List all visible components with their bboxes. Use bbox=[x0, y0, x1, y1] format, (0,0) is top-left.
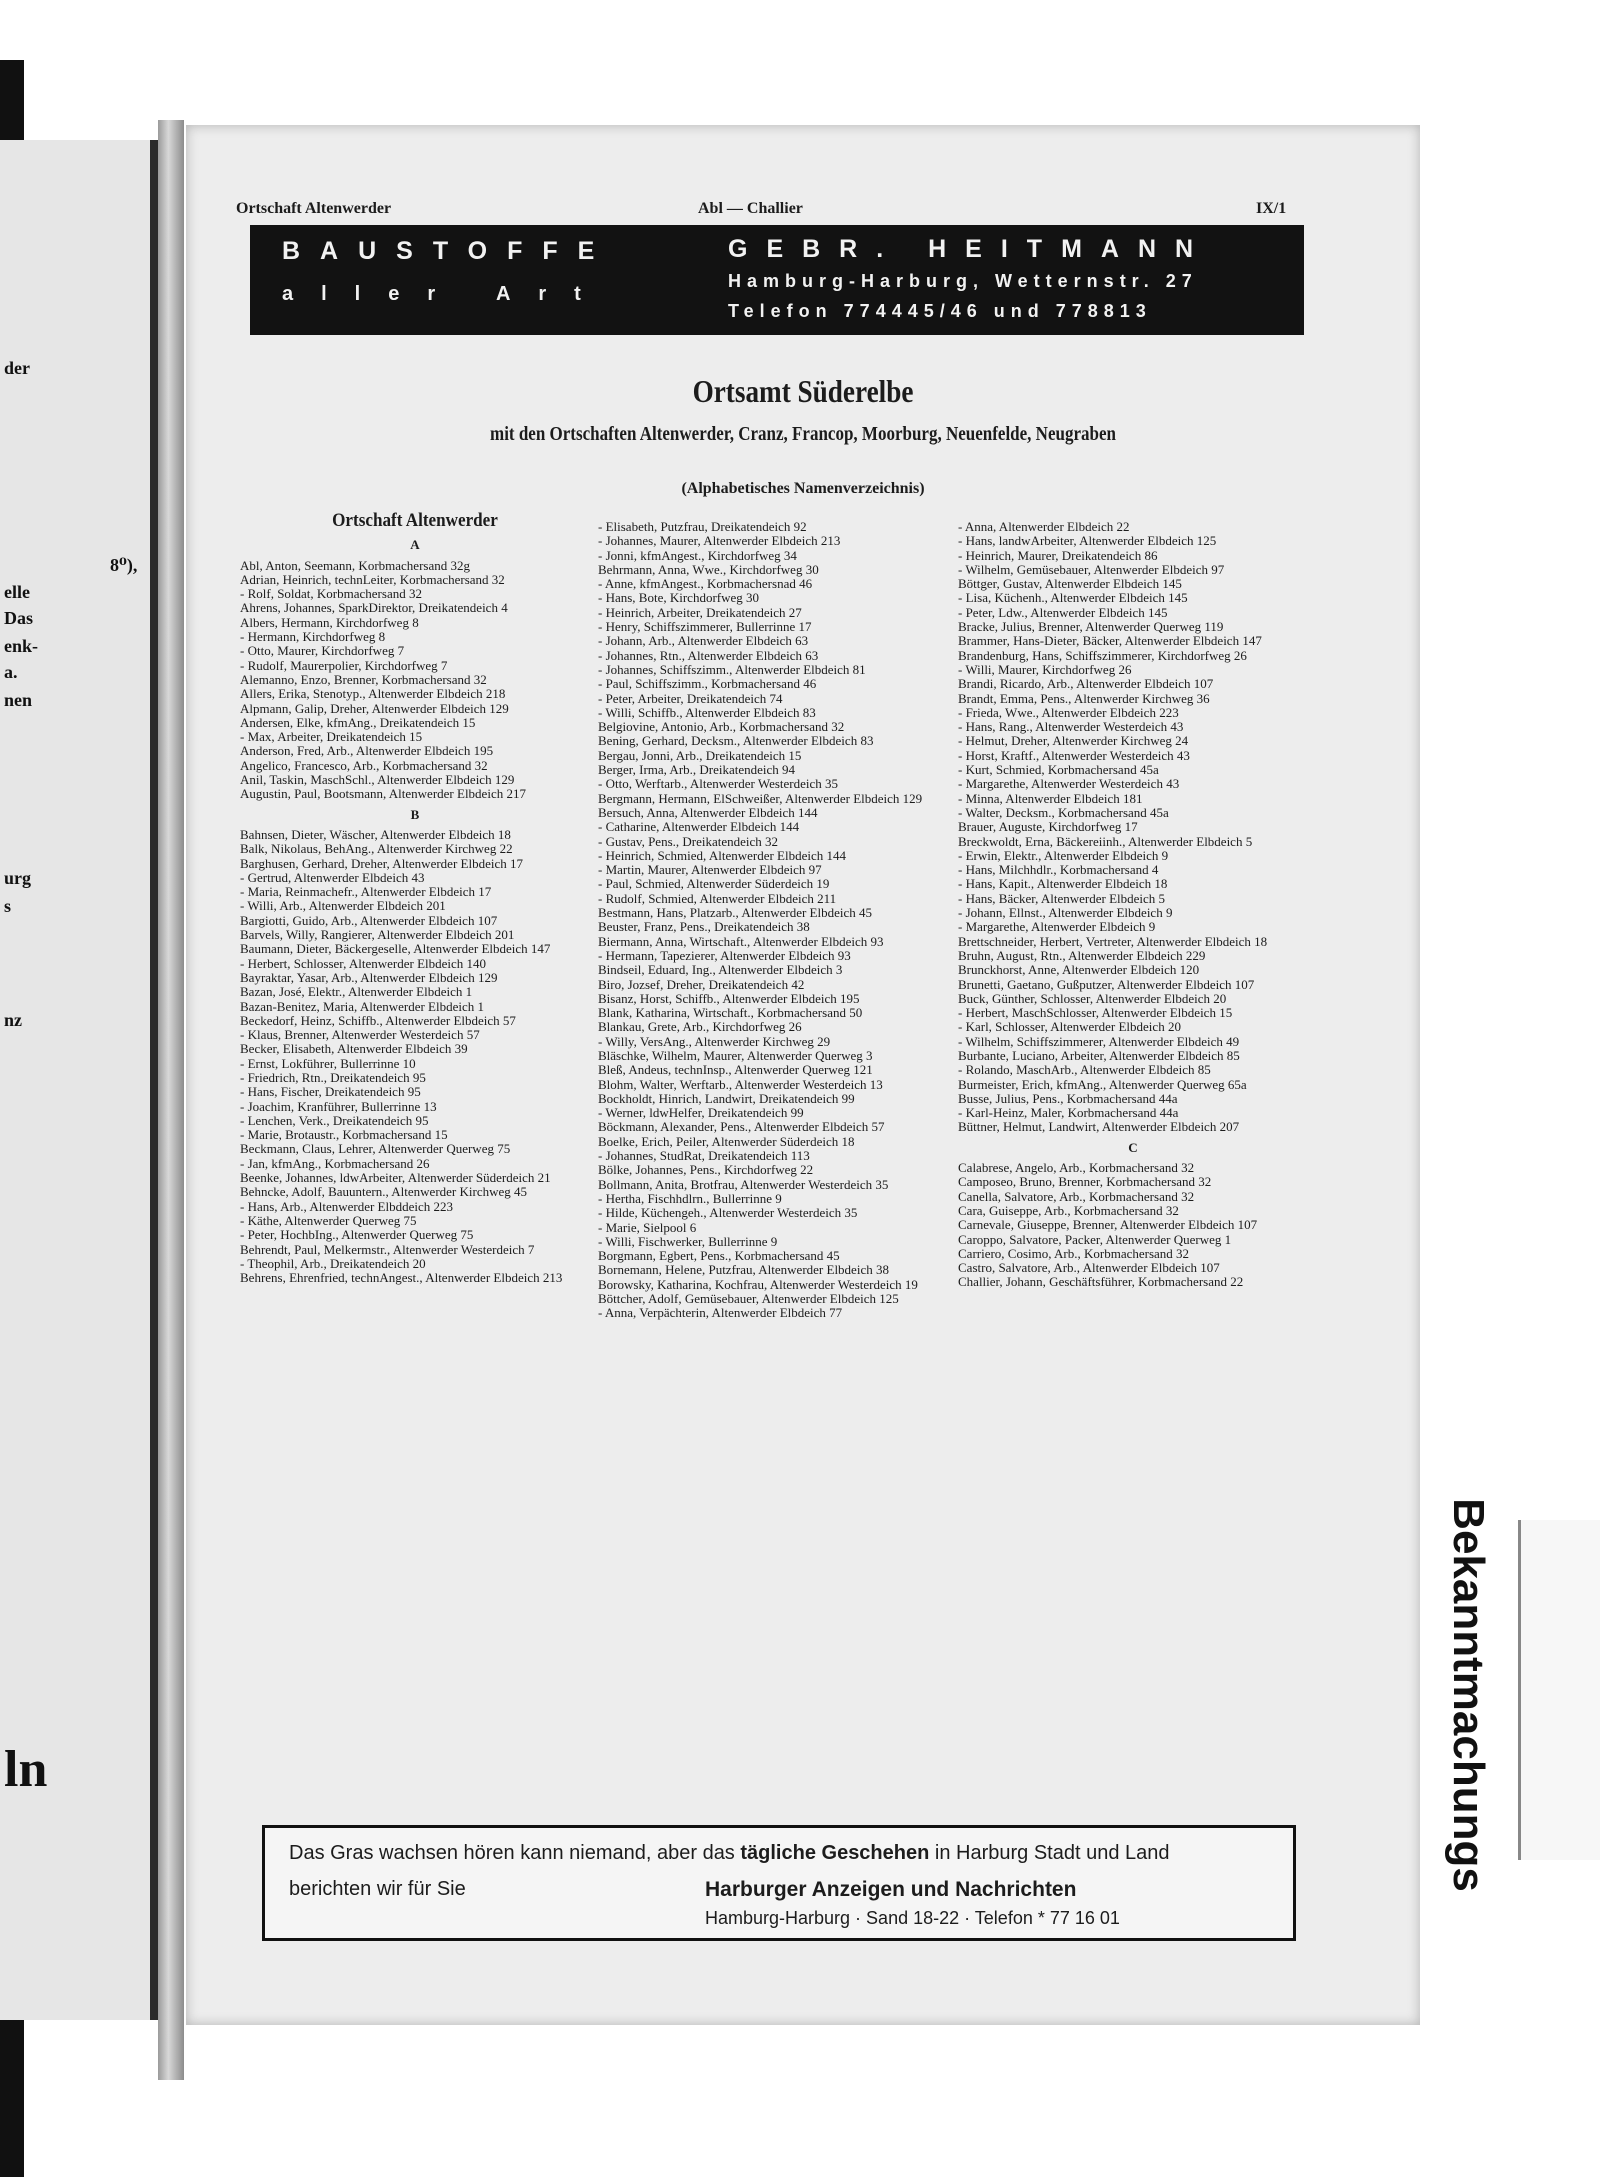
directory-entry: Behrendt, Paul, Melkermstr., Altenwerder Westerdeich 7 bbox=[240, 1241, 535, 1257]
directory-caption: (Alphabetisches Namenverzeichnis) bbox=[681, 480, 925, 497]
directory-entry: - Johannes, Schiffszimm., Altenwerder Elbdeich 81 bbox=[598, 661, 866, 677]
banner-left-line2: aller Art bbox=[282, 283, 609, 305]
left-fragment: a. bbox=[4, 662, 18, 682]
ad-line1-post: in Harburg Stadt und Land bbox=[929, 1842, 1170, 1864]
directory-entry: - Anna, Verpächterin, Altenwerder Elbdeich 77 bbox=[598, 1305, 843, 1321]
ad-address: Hamburg-Harburg · Sand 18-22 · Telefon * 77 16 01 bbox=[705, 1908, 1120, 1928]
directory-entry: Cara, Guiseppe, Arb., Korbmachersand 32 bbox=[958, 1202, 1179, 1218]
directory-entry: Canella, Salvatore, Arb., Korbmachersand 32 bbox=[958, 1188, 1195, 1204]
directory-entry: - Rudolf, Maurerpolier, Kirchdorfweg 7 bbox=[240, 657, 448, 673]
directory-entry: Bahnsen, Dieter, Wäscher, Altenwerder Elbdeich 18 bbox=[240, 826, 511, 842]
directory-entry: Becker, Elisabeth, Altenwerder Elbdeich 39 bbox=[240, 1041, 468, 1057]
directory-entry: - Walter, Decksm., Korbmachersand 45a bbox=[958, 804, 1169, 820]
directory-entry: Boelke, Erich, Peiler, Altenwerder Süderdeich 18 bbox=[598, 1133, 855, 1149]
directory-entry: - Hans, Arb., Altenwerder Elbddeich 223 bbox=[240, 1198, 454, 1214]
directory-entry: - Hermann, Tapezierer, Altenwerder Elbdeich 93 bbox=[598, 947, 851, 963]
directory-entry: Bergmann, Hermann, ElSchweißer, Altenwerder Elbdeich 129 bbox=[598, 790, 923, 806]
directory-entry: Calabrese, Angelo, Arb., Korbmachersand 32 bbox=[958, 1160, 1195, 1176]
right-page-fragment bbox=[1444, 1498, 1600, 1892]
directory-entry: - Anne, kfmAngest., Korbmachersnad 46 bbox=[598, 576, 813, 592]
directory-entry: - Ernst, Lokführer, Bullerrinne 10 bbox=[240, 1055, 416, 1071]
directory-entry: - Willy, VersAng., Altenwerder Kirchweg 29 bbox=[598, 1033, 831, 1049]
directory-entry: - Friedrich, Rtn., Dreikatendeich 95 bbox=[240, 1069, 426, 1085]
directory-entry: - Heinrich, Maurer, Dreikatendeich 86 bbox=[958, 547, 1158, 563]
directory-entry: Biro, Jozsef, Dreher, Dreikatendeich 42 bbox=[598, 976, 805, 992]
left-fragment: der bbox=[4, 358, 30, 378]
directory-entry: - Horst, Kraftf., Altenwerder Westerdeich 43 bbox=[958, 747, 1190, 763]
directory-entry: - Werner, ldwHelfer, Dreikatendeich 99 bbox=[598, 1105, 804, 1121]
directory-entry: Brammer, Hans-Dieter, Bäcker, Altenwerder Elbdeich 147 bbox=[958, 633, 1262, 649]
page-subtitle: mit den Ortschaften Altenwerder, Cranz, Francop, Moorburg, Neuenfelde, Neugraben bbox=[490, 423, 1116, 445]
book-spine bbox=[158, 120, 184, 2080]
directory-entry: - Karl, Schlosser, Altenwerder Elbdeich 20 bbox=[958, 1019, 1181, 1035]
directory-entry: - Herbert, Schlosser, Altenwerder Elbdeich 140 bbox=[240, 955, 487, 971]
directory-entry: - Otto, Maurer, Kirchdorfweg 7 bbox=[240, 643, 405, 659]
ad-line1-bold: tägliche Geschehen bbox=[740, 1842, 930, 1864]
directory-entry: Busse, Julius, Pens., Korbmachersand 44a bbox=[958, 1090, 1178, 1106]
directory-entry: Bergau, Jonni, Arb., Dreikatendeich 15 bbox=[598, 747, 802, 763]
directory-entry: - Hans, Fischer, Dreikatendeich 95 bbox=[240, 1084, 421, 1100]
directory-entry: Bening, Gerhard, Decksm., Altenwerder Elbdeich 83 bbox=[598, 733, 874, 749]
directory-entry: - Peter, Ldw., Altenwerder Elbdeich 145 bbox=[958, 604, 1168, 620]
left-fragment: nz bbox=[4, 1010, 22, 1030]
directory-entry: - Hans, Bäcker, Altenwerder Elbdeich 5 bbox=[958, 890, 1166, 906]
directory-entry: - Otto, Werftarb., Altenwerder Westerdeich 35 bbox=[598, 776, 839, 792]
directory-entry: - Rolf, Soldat, Korbmachersand 32 bbox=[240, 586, 422, 602]
directory-entry: Beckedorf, Heinz, Schiffb., Altenwerder Elbdeich 57 bbox=[240, 1012, 516, 1028]
directory-entry: Anderson, Fred, Arb., Altenwerder Elbdeich 195 bbox=[240, 743, 494, 759]
directory-entry: Bracke, Julius, Brenner, Altenwerder Querweg 119 bbox=[958, 619, 1224, 635]
directory-entry: - Peter, Arbeiter, Dreikatendeich 74 bbox=[598, 690, 783, 706]
directory-entry: Balk, Nikolaus, BehAng., Altenwerder Kirchweg 22 bbox=[240, 841, 513, 857]
directory-entry: - Martin, Maurer, Altenwerder Elbdeich 97 bbox=[598, 862, 822, 878]
directory-entry: - Johann, Ellnst., Altenwerder Elbdeich 9 bbox=[958, 905, 1173, 921]
directory-entry: - Anna, Altenwerder Elbdeich 22 bbox=[958, 519, 1130, 534]
directory-entry: Bindseil, Eduard, Ing., Altenwerder Elbdeich 3 bbox=[598, 962, 843, 978]
directory-entry: Alpmann, Galip, Dreher, Altenwerder Elbdeich 129 bbox=[240, 700, 509, 716]
directory-entry: Bruhn, August, Rtn., Altenwerder Elbdeich 229 bbox=[958, 947, 1206, 963]
directory-entry: Carriero, Cosimo, Arb., Korbmachersand 32 bbox=[958, 1245, 1190, 1261]
directory-entry: - Jan, kfmAng., Korbmachersand 26 bbox=[240, 1155, 430, 1171]
left-fragment: 8⁰), bbox=[110, 555, 138, 575]
directory-entry: Blohm, Walter, Werftarb., Altenwerder Westerdeich 13 bbox=[598, 1076, 883, 1092]
directory-entry: Bläschke, Wilhelm, Maurer, Altenwerder Querweg 3 bbox=[598, 1047, 873, 1063]
directory-entry: - Margarethe, Altenwerder Elbdeich 9 bbox=[958, 919, 1156, 935]
directory-entry: - Lenchen, Verk., Dreikatendeich 95 bbox=[240, 1112, 429, 1128]
directory-entry: Böttcher, Adolf, Gemüsebauer, Altenwerder Elbdeich 125 bbox=[598, 1291, 899, 1307]
directory-entry: Bersuch, Anna, Altenwerder Elbdeich 144 bbox=[598, 804, 818, 820]
directory-entry: Barghusen, Gerhard, Dreher, Altenwerder Elbdeich 17 bbox=[240, 855, 523, 871]
directory-entry: Brauer, Auguste, Kirchdorfweg 17 bbox=[958, 819, 1138, 835]
directory-entry: Borgmann, Egbert, Pens., Korbmachersand 45 bbox=[598, 1248, 840, 1264]
left-fragment: ln bbox=[4, 1741, 48, 1798]
directory-entry: Breckwoldt, Erna, Bäckereiinh., Altenwerder Elbdeich 5 bbox=[958, 833, 1253, 849]
directory-entry: - Erwin, Elektr., Altenwerder Elbdeich 9 bbox=[958, 847, 1169, 863]
directory-entry: Beckmann, Claus, Lehrer, Altenwerder Querweg 75 bbox=[240, 1141, 511, 1157]
left-fragment: nen bbox=[4, 690, 33, 710]
section-letter: A bbox=[410, 537, 420, 553]
directory-entry: - Hans, Rang., Altenwerder Westerdeich 43 bbox=[958, 719, 1184, 735]
left-fragment: s bbox=[4, 896, 12, 916]
directory-entry: Albers, Hermann, Kirchdorfweg 8 bbox=[240, 614, 419, 630]
directory-entry: - Jonni, kfmAngest., Kirchdorfweg 34 bbox=[598, 547, 797, 563]
directory-entry: - Joachim, Kranführer, Bullerrinne 13 bbox=[240, 1098, 437, 1114]
directory-entry: - Hans, Milchhdlr., Korbmachersand 4 bbox=[958, 862, 1159, 878]
directory-entry: Bazan, José, Elektr., Altenwerder Elbdeich 1 bbox=[240, 984, 473, 1000]
directory-entry: Abl, Anton, Seemann, Korbmachersand 32g bbox=[240, 557, 470, 573]
directory-entry: - Catharine, Altenwerder Elbdeich 144 bbox=[598, 819, 800, 835]
directory-entry: - Gustav, Pens., Dreikatendeich 32 bbox=[598, 833, 779, 849]
left-fragment: enk- bbox=[4, 636, 39, 656]
directory-entry: Barvels, Willy, Rangierer, Altenwerder Elbdeich 201 bbox=[240, 927, 515, 943]
directory-entry: Baumann, Dieter, Bäckergeselle, Altenwerder Elbdeich 147 bbox=[240, 941, 551, 957]
directory-entry: Brandi, Ricardo, Arb., Altenwerder Elbdeich 107 bbox=[958, 676, 1214, 692]
document-page bbox=[186, 125, 1420, 2025]
directory-entry: - Johannes, Rtn., Altenwerder Elbdeich 63 bbox=[598, 647, 819, 663]
directory-entry: - Willi, Maurer, Kirchdorfweg 26 bbox=[958, 661, 1132, 677]
directory-entry: - Rudolf, Schmied, Altenwerder Elbdeich 211 bbox=[598, 890, 837, 906]
directory-entry: Brandt, Emma, Pens., Altenwerder Kirchweg 36 bbox=[958, 690, 1210, 706]
directory-entry: - Klaus, Brenner, Altenwerder Westerdeich 57 bbox=[240, 1027, 480, 1043]
directory-entry: - Karl-Heinz, Maler, Korbmachersand 44a bbox=[958, 1105, 1179, 1121]
newspaper-advertisement bbox=[262, 1825, 1296, 1941]
directory-entry: - Maria, Reinmachefr., Altenwerder Elbdeich 17 bbox=[240, 884, 492, 900]
directory-entry: Carnevale, Giuseppe, Brenner, Altenwerder Elbdeich 107 bbox=[958, 1217, 1258, 1233]
directory-entry: - Minna, Altenwerder Elbdeich 181 bbox=[958, 790, 1143, 806]
directory-entry: Behncke, Adolf, Bauuntern., Altenwerder Kirchweg 45 bbox=[240, 1184, 528, 1200]
directory-entry: Camposeo, Bruno, Brenner, Korbmachersand 32 bbox=[958, 1174, 1212, 1190]
directory-entry: Anil, Taskin, MaschSchl., Altenwerder Elbdeich 129 bbox=[240, 772, 515, 788]
directory-entry: Adrian, Heinrich, technLeiter, Korbmachersand 32 bbox=[240, 571, 505, 587]
directory-entry: Belgiovine, Antonio, Arb., Korbmachersand 32 bbox=[598, 719, 845, 735]
directory-entry: Behrmann, Anna, Wwe., Kirchdorfweg 30 bbox=[598, 561, 819, 577]
directory-entry: Bollmann, Anita, Brotfrau, Altenwerder Westerdeich 35 bbox=[598, 1176, 889, 1192]
page-number: IX/1 bbox=[1256, 200, 1287, 217]
directory-entry: - Kurt, Schmied, Korbmachersand 45a bbox=[958, 762, 1159, 778]
directory-entry: - Marie, Sielpool 6 bbox=[598, 1219, 697, 1235]
directory-entry: - Hans, Kapit., Altenwerder Elbdeich 18 bbox=[958, 876, 1168, 892]
left-fragment: Das bbox=[4, 608, 34, 628]
directory-entry: Alemanno, Enzo, Brenner, Korbmachersand 32 bbox=[240, 671, 487, 687]
directory-entry: - Heinrich, Arbeiter, Dreikatendeich 27 bbox=[598, 604, 802, 620]
directory-entry: Bargiotti, Guido, Arb., Altenwerder Elbdeich 107 bbox=[240, 912, 498, 928]
ad-line-2: berichten wir für Sie bbox=[289, 1878, 466, 1900]
banner-right-line1: GEBR. HEITMANN bbox=[728, 235, 1213, 263]
directory-entry: Bölke, Johannes, Pens., Kirchdorfweg 22 bbox=[598, 1162, 814, 1178]
directory-entry: - Hilde, Küchengeh., Altenwerder Westerdeich 35 bbox=[598, 1205, 858, 1221]
directory-entry: - Wilhelm, Gemüsebauer, Altenwerder Elbdeich 97 bbox=[958, 561, 1225, 577]
ad-paper-name: Harburger Anzeigen und Nachrichten bbox=[705, 1878, 1077, 1901]
directory-entry: Beenke, Johannes, ldwArbeiter, Altenwerder Süderdeich 21 bbox=[240, 1170, 551, 1186]
directory-column-3 bbox=[958, 520, 1308, 1290]
directory-entry: - Frieda, Wwe., Altenwerder Elbdeich 223 bbox=[958, 704, 1179, 720]
directory-entry: - Henry, Schiffszimmerer, Bullerrinne 17 bbox=[598, 619, 812, 635]
directory-entry: - Rolando, MaschArb., Altenwerder Elbdeich 85 bbox=[958, 1062, 1211, 1078]
directory-entry: Blank, Katharina, Wirtschaft., Korbmachersand 50 bbox=[598, 1005, 863, 1021]
advertisement-banner bbox=[250, 225, 1304, 335]
directory-entry: Borowsky, Katharina, Kochfrau, Altenwerder Westerdeich 19 bbox=[598, 1276, 918, 1292]
directory-entry: Behrens, Ehrenfried, technAngest., Altenwerder Elbdeich 213 bbox=[240, 1270, 563, 1286]
directory-entry: - Heinrich, Schmied, Altenwerder Elbdeich 144 bbox=[598, 847, 847, 863]
directory-entry: Brettschneider, Herbert, Vertreter, Altenwerder Elbdeich 18 bbox=[958, 933, 1268, 949]
directory-entry: Bockholdt, Hinrich, Landwirt, Dreikatendeich 99 bbox=[598, 1090, 855, 1106]
directory-entry: - Johannes, StudRat, Dreikatendeich 113 bbox=[598, 1148, 810, 1164]
directory-entry: - Paul, Schiffszimm., Korbmachersand 46 bbox=[598, 676, 817, 692]
directory-entry: Andersen, Elke, kfmAng., Dreikatendeich 15 bbox=[240, 714, 476, 730]
directory-entry: - Gertrud, Altenwerder Elbdeich 43 bbox=[240, 869, 425, 885]
directory-entry: - Hermann, Kirchdorfweg 8 bbox=[240, 629, 386, 645]
directory-entry: Burmeister, Erich, kfmAng., Altenwerder Querweg 65a bbox=[958, 1076, 1247, 1092]
directory-entry: Böttger, Gustav, Altenwerder Elbdeich 145 bbox=[958, 576, 1182, 592]
directory-entry: - Wilhelm, Schiffszimmerer, Altenwerder Elbdeich 49 bbox=[958, 1033, 1240, 1049]
directory-entry: - Willi, Arb., Altenwerder Elbdeich 201 bbox=[240, 898, 446, 914]
directory-entry: Allers, Erika, Stenotyp., Altenwerder Elbdeich 218 bbox=[240, 686, 506, 702]
banner-right-line3: Telefon 774445/46 und 778813 bbox=[728, 301, 1152, 321]
directory-entry: Challier, Johann, Geschäftsführer, Korbmachersand 22 bbox=[958, 1274, 1244, 1290]
directory-entry: - Johannes, Maurer, Altenwerder Elbdeich 213 bbox=[598, 533, 841, 549]
right-vertical-text: Bekanntmachungs bbox=[1444, 1498, 1494, 1892]
left-fragment: urg bbox=[4, 868, 31, 888]
directory-entry: Berger, Irma, Arb., Dreikatendeich 94 bbox=[598, 762, 796, 778]
directory-entry: - Peter, HochbIng., Altenwerder Querweg 75 bbox=[240, 1227, 474, 1243]
directory-entry: Buck, Günther, Schlosser, Altenwerder Elbdeich 20 bbox=[958, 990, 1227, 1006]
directory-entry: Büttner, Helmut, Landwirt, Altenwerder Elbdeich 207 bbox=[958, 1119, 1240, 1135]
section-letter: B bbox=[410, 806, 420, 822]
directory-entry: Bazan-Benitez, Maria, Altenwerder Elbdeich 1 bbox=[240, 998, 485, 1014]
ad-line1-pre: Das Gras wachsen hören kann niemand, aber das bbox=[289, 1842, 741, 1864]
ad-line-1 bbox=[289, 1842, 1170, 1865]
directory-entry: Angelico, Francesco, Arb., Korbmachersand 32 bbox=[240, 757, 488, 773]
section-letter: C bbox=[1128, 1139, 1138, 1155]
page-title: Ortsamt Süderelbe bbox=[692, 373, 914, 409]
directory-entry: Caroppo, Salvatore, Packer, Altenwerder Querweg 1 bbox=[958, 1231, 1232, 1247]
directory-column-2 bbox=[598, 520, 948, 1321]
directory-entry: - Theophil, Arb., Dreikatendeich 20 bbox=[240, 1255, 426, 1271]
directory-entry: - Helmut, Dreher, Altenwerder Kirchweg 24 bbox=[958, 733, 1189, 749]
directory-entry: - Hans, Bote, Kirchdorfweg 30 bbox=[598, 590, 760, 606]
directory-entry: Augustin, Paul, Bootsmann, Altenwerder Elbdeich 217 bbox=[240, 786, 526, 802]
directory-entry: - Käthe, Altenwerder Querweg 75 bbox=[240, 1212, 417, 1228]
directory-entry: - Herbert, MaschSchlosser, Altenwerder Elbdeich 15 bbox=[958, 1005, 1233, 1021]
directory-entry: - Lisa, Küchenh., Altenwerder Elbdeich 145 bbox=[958, 590, 1188, 606]
directory-entry: - Margarethe, Altenwerder Westerdeich 43 bbox=[958, 776, 1180, 792]
directory-entry: Bleß, Andeus, technInsp., Altenwerder Querweg 121 bbox=[598, 1062, 873, 1078]
directory-entry: - Hans, landwArbeiter, Altenwerder Elbdeich 125 bbox=[958, 533, 1217, 549]
running-head-center: Abl — Challier bbox=[698, 200, 803, 217]
directory-entry: Bestmann, Hans, Platzarb., Altenwerder Elbdeich 45 bbox=[598, 905, 873, 921]
banner-right-line2: Hamburg-Harburg, Wetternstr. 27 bbox=[728, 271, 1198, 291]
directory-entry: Biermann, Anna, Wirtschaft., Altenwerder Elbdeich 93 bbox=[598, 933, 884, 949]
directory-entry: Brunckhorst, Anne, Altenwerder Elbdeich 120 bbox=[958, 962, 1200, 978]
directory-entry: - Willi, Schiffb., Altenwerder Elbdeich 83 bbox=[598, 704, 816, 720]
banner-left-line1: BAUSTOFFE bbox=[282, 237, 615, 265]
directory-entry: Brunetti, Gaetano, Gußputzer, Altenwerder Elbdeich 107 bbox=[958, 976, 1255, 992]
running-head-left: Ortschaft Altenwerder bbox=[236, 200, 392, 217]
directory-entry: Bayraktar, Yasar, Arb., Altenwerder Elbdeich 129 bbox=[240, 969, 498, 985]
directory-entry: Castro, Salvatore, Arb., Altenwerder Elbdeich 107 bbox=[958, 1260, 1220, 1276]
directory-entry: - Johann, Arb., Altenwerder Elbdeich 63 bbox=[598, 633, 809, 649]
directory-entry: Ahrens, Johannes, SparkDirektor, Dreikatendeich 4 bbox=[240, 600, 508, 616]
directory-entry: - Max, Arbeiter, Dreikatendeich 15 bbox=[240, 729, 423, 745]
directory-entry: - Marie, Brotaustr., Korbmachersand 15 bbox=[240, 1127, 448, 1143]
directory-column-1 bbox=[240, 510, 590, 1286]
directory-entry: - Paul, Schmied, Altenwerder Süderdeich 19 bbox=[598, 876, 830, 892]
left-page-fragment bbox=[0, 140, 158, 2020]
directory-entry: Böckmann, Alexander, Pens., Altenwerder Elbdeich 57 bbox=[598, 1119, 885, 1135]
directory-entry: Blankau, Grete, Arb., Kirchdorfweg 26 bbox=[598, 1019, 802, 1035]
directory-entry: Bornemann, Helene, Putzfrau, Altenwerder Elbdeich 38 bbox=[598, 1262, 889, 1278]
directory-entry: - Elisabeth, Putzfrau, Dreikatendeich 92 bbox=[598, 519, 807, 534]
directory-entry: Bisanz, Horst, Schiffb., Altenwerder Elbdeich 195 bbox=[598, 990, 860, 1006]
directory-entry: - Hertha, Fischhdlrn., Bullerrinne 9 bbox=[598, 1190, 782, 1206]
directory-entry: Beuster, Franz, Pens., Dreikatendeich 38 bbox=[598, 919, 810, 935]
directory-entry: Burbante, Luciano, Arbeiter, Altenwerder Elbdeich 85 bbox=[958, 1047, 1240, 1063]
left-fragment: elle bbox=[4, 582, 30, 602]
column-heading: Ortschaft Altenwerder bbox=[332, 510, 498, 531]
directory-entry: - Willi, Fischwerker, Bullerrinne 9 bbox=[598, 1233, 778, 1249]
directory-entry: Brandenburg, Hans, Schiffszimmerer, Kirchdorfweg 26 bbox=[958, 647, 1247, 663]
